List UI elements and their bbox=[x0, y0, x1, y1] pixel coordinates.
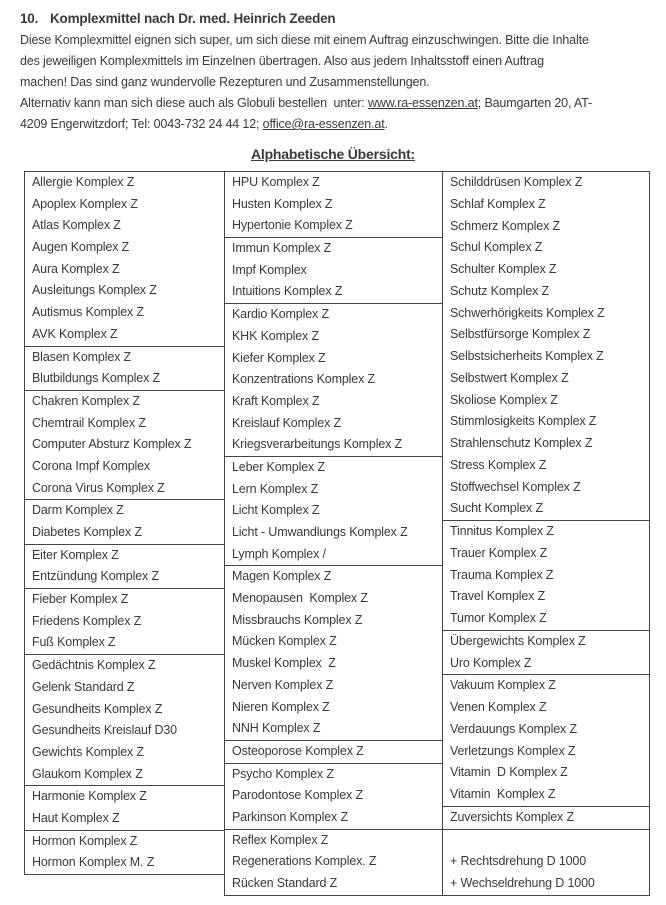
table-cell: Blutbildungs Komplex Z bbox=[32, 371, 161, 386]
table-cell: Travel Komplex Z bbox=[450, 589, 546, 604]
table-cell: Tinnitus Komplex Z bbox=[450, 524, 554, 538]
table-cell: Magen Komplex Z bbox=[232, 569, 332, 584]
table-cell: Regenerations Komplex. Z bbox=[232, 854, 377, 869]
text-segment: des jeweiligen Komplexmittels im Einzelnen übertragen. Also aus jedem Inhaltsstoff einen Auftrag bbox=[20, 54, 544, 68]
table-cell: Trauer Komplex Z bbox=[450, 545, 548, 560]
text-segment: ; Baumgarten 20, AT- bbox=[477, 96, 592, 110]
section-number: 10. bbox=[20, 11, 39, 26]
letter-group bbox=[25, 786, 224, 830]
table-cell: Augen Komplex Z bbox=[32, 240, 130, 255]
table-cell: Konzentrations Komplex Z bbox=[232, 372, 376, 387]
table-cell: Nerven Komplex Z bbox=[232, 677, 334, 692]
table-column-3 bbox=[442, 171, 650, 896]
table-cell: Friedens Komplex Z bbox=[32, 613, 142, 628]
table-cell: Zuversichts Komplex Z bbox=[450, 809, 574, 824]
letter-group bbox=[25, 831, 224, 874]
table-cell: Verletzungs Komplex Z bbox=[450, 743, 576, 758]
table-cell: Kardio Komplex Z bbox=[232, 307, 329, 322]
table-cell: Sucht Komplex Z bbox=[450, 501, 543, 516]
table-cell: Leber Komplex Z bbox=[232, 459, 325, 474]
table-cell: Gesundheits Komplex Z bbox=[32, 701, 163, 716]
intro-paragraph bbox=[20, 30, 666, 135]
table-cell: Husten Komplex Z bbox=[232, 196, 333, 211]
table-cell: Licht - Umwandlungs Komplex Z bbox=[232, 525, 408, 539]
table-cell: Hypertonie Komplex Z bbox=[232, 218, 353, 233]
table-cell: Schlaf Komplex Z bbox=[450, 196, 546, 211]
table-cell: Kriegsverarbeitungs Komplex Z bbox=[232, 437, 403, 452]
table-cell: Computer Absturz Komplex Z bbox=[32, 437, 192, 452]
letter-group bbox=[443, 830, 649, 895]
table-cell: Schmerz Komplex Z bbox=[450, 218, 560, 233]
table-cell: Lymph Komplex / bbox=[232, 546, 326, 561]
table-cell: Tumor Komplex Z bbox=[450, 611, 547, 625]
table-cell: Gewichts Komplex Z bbox=[32, 744, 144, 759]
letter-group bbox=[443, 521, 649, 631]
letter-group bbox=[25, 172, 224, 347]
table-cell: Hormon Komplex M. Z bbox=[32, 855, 155, 870]
table-cell: Rücken Standard Z bbox=[232, 876, 338, 890]
table-cell: Stress Komplex Z bbox=[450, 457, 547, 472]
table-cell: Fuß Komplex Z bbox=[32, 635, 116, 650]
table-cell: Nieren Komplex Z bbox=[232, 699, 330, 714]
table-cell: Schutz Komplex Z bbox=[450, 283, 550, 298]
table-cell: Allergie Komplex Z bbox=[32, 175, 135, 189]
table-cell: Diabetes Komplex Z bbox=[32, 525, 142, 539]
table-cell: Missbrauchs Komplex Z bbox=[232, 612, 363, 627]
letter-group bbox=[443, 172, 649, 521]
letter-group bbox=[225, 172, 442, 238]
alphabetical-table bbox=[24, 171, 666, 896]
intro-line bbox=[20, 114, 666, 135]
table-cell: Glaukom Komplex Z bbox=[32, 766, 143, 781]
table-cell: Mücken Komplex Z bbox=[232, 634, 337, 649]
letter-group bbox=[225, 764, 442, 830]
letter-group bbox=[25, 589, 224, 655]
table-cell: Schilddrüsen Komplex Z bbox=[450, 175, 583, 189]
table-column-1 bbox=[24, 171, 225, 875]
table-cell: Ausleitungs Komplex Z bbox=[32, 283, 157, 298]
table-cell: Schulter Komplex Z bbox=[450, 262, 557, 276]
table-cell: Kraft Komplex Z bbox=[232, 393, 320, 408]
table-cell: Corona Virus Komplex Z bbox=[32, 480, 165, 495]
table-cell: Psycho Komplex Z bbox=[232, 766, 334, 781]
letter-group bbox=[225, 238, 442, 304]
table-cell: Lern Komplex Z bbox=[232, 481, 319, 496]
table-cell: Venen Komplex Z bbox=[450, 700, 547, 714]
letter-group bbox=[225, 304, 442, 457]
table-cell: Vitamin D Komplex Z bbox=[450, 765, 568, 780]
intro-line bbox=[20, 72, 666, 93]
table-cell: AVK Komplex Z bbox=[32, 326, 118, 341]
table-cell: Übergewichts Komplex Z bbox=[450, 633, 586, 648]
table-cell: Chakren Komplex Z bbox=[32, 393, 140, 408]
letter-group bbox=[443, 807, 649, 830]
table-cell: Muskel Komplex Z bbox=[232, 656, 336, 671]
table-cell: Gedächtnis Komplex Z bbox=[32, 658, 156, 673]
table-cell: Kiefer Komplex Z bbox=[232, 350, 326, 365]
table-cell: Schwerhörigkeits Komplex Z bbox=[450, 305, 605, 320]
intro-line bbox=[20, 51, 666, 72]
table-cell: Schul Komplex Z bbox=[450, 240, 543, 255]
letter-group bbox=[25, 500, 224, 544]
table-cell: Entzündung Komplex Z bbox=[32, 569, 159, 584]
table-cell: Selbstwert Komplex Z bbox=[450, 370, 569, 385]
table-cell: Immun Komplex Z bbox=[232, 241, 332, 256]
letter-group bbox=[25, 545, 224, 589]
website-link[interactable]: www.ra-essenzen.at bbox=[367, 96, 478, 110]
table-cell: Corona Impf Komplex bbox=[32, 458, 151, 473]
table-cell: Intuitions Komplex Z bbox=[232, 284, 343, 299]
text-segment: Diese Komplexmittel eignen sich super, um sich diese mit einem Auftrag einzuschwingen. Bitte die Inhalte bbox=[20, 33, 589, 47]
letter-group bbox=[443, 631, 649, 676]
text-segment: 4209 Engerwitzdorf; Tel: 0043-732 24 44 12; bbox=[20, 117, 263, 131]
table-cell: Gelenk Standard Z bbox=[32, 679, 135, 694]
table-cell: Reflex Komplex Z bbox=[232, 832, 329, 847]
table-column-2 bbox=[224, 171, 443, 896]
table-cell: Selbstfürsorge Komplex Z bbox=[450, 327, 591, 342]
letter-group bbox=[225, 830, 442, 895]
letter-group bbox=[443, 675, 649, 807]
table-cell: Vitamin Komplex Z bbox=[450, 787, 556, 801]
table-cell: Autismus Komplex Z bbox=[32, 305, 144, 320]
table-cell: Trauma Komplex Z bbox=[450, 567, 554, 582]
table-cell: Haut Komplex Z bbox=[32, 810, 120, 825]
table-cell: Parkinson Komplex Z bbox=[232, 809, 348, 824]
table-cell: Strahlenschutz Komplex Z bbox=[450, 436, 593, 450]
table-cell: Fieber Komplex Z bbox=[32, 592, 129, 607]
table-cell: + Wechseldrehung D 1000 bbox=[450, 876, 595, 890]
table-cell: Menopausen Komplex Z bbox=[232, 591, 368, 606]
letter-group bbox=[225, 457, 442, 566]
table-cell: Apoplex Komplex Z bbox=[32, 196, 138, 211]
section-heading bbox=[20, 0, 666, 26]
table-cell: KHK Komplex Z bbox=[232, 328, 319, 343]
table-cell: Parodontose Komplex Z bbox=[232, 788, 363, 803]
table-cell: Licht Komplex Z bbox=[232, 503, 320, 518]
text-segment: Alternativ kann man sich diese auch als Globuli bestellen unter: bbox=[20, 96, 368, 110]
table-cell: Stoffwechsel Komplex Z bbox=[450, 479, 581, 494]
table-cell: Osteoporose Komplex Z bbox=[232, 743, 364, 758]
letter-group bbox=[25, 347, 224, 391]
letter-group bbox=[25, 391, 224, 500]
table-cell: Kreislauf Komplex Z bbox=[232, 415, 341, 430]
table-cell: + Rechtsdrehung D 1000 bbox=[450, 854, 587, 869]
table-cell: Impf Komplex bbox=[232, 262, 307, 277]
letter-group bbox=[225, 741, 442, 764]
letter-group bbox=[25, 655, 224, 786]
table-heading: Alphabetische Übersicht: bbox=[250, 146, 415, 162]
table-cell: Eiter Komplex Z bbox=[32, 547, 119, 562]
text-segment: . bbox=[384, 117, 388, 131]
table-cell: HPU Komplex Z bbox=[232, 175, 320, 189]
table-cell: Gesundheits Kreislauf D30 bbox=[32, 723, 177, 738]
text-segment: machen! Das sind ganz wundervolle Rezepturen und Zusammenstellungen. bbox=[20, 75, 430, 89]
table-cell: Darm Komplex Z bbox=[32, 503, 124, 518]
table-cell: Atlas Komplex Z bbox=[32, 218, 121, 233]
table-cell: Verdauungs Komplex Z bbox=[450, 721, 577, 736]
email-link[interactable]: office@ra-essenzen.at bbox=[262, 117, 385, 131]
table-cell: Chemtrail Komplex Z bbox=[32, 415, 146, 430]
table-cell bbox=[443, 830, 649, 852]
table-cell: Aura Komplex Z bbox=[32, 261, 120, 276]
intro-line bbox=[20, 30, 666, 51]
table-cell: Uro Komplex Z bbox=[450, 655, 532, 670]
table-cell: Harmonie Komplex Z bbox=[32, 789, 147, 804]
letter-group bbox=[225, 566, 442, 741]
table-cell: Blasen Komplex Z bbox=[32, 349, 132, 364]
table-cell: Hormon Komplex Z bbox=[32, 833, 138, 848]
table-cell: NNH Komplex Z bbox=[232, 721, 321, 736]
table-cell: Vakuum Komplex Z bbox=[450, 678, 556, 693]
table-cell: Selbstsicherheits Komplex Z bbox=[450, 349, 604, 363]
intro-line bbox=[20, 93, 666, 114]
table-cell: Skoliose Komplex Z bbox=[450, 392, 558, 407]
table-cell: Stimmlosigkeits Komplex Z bbox=[450, 414, 597, 429]
section-title: Komplexmittel nach Dr. med. Heinrich Zeeden bbox=[50, 11, 336, 26]
